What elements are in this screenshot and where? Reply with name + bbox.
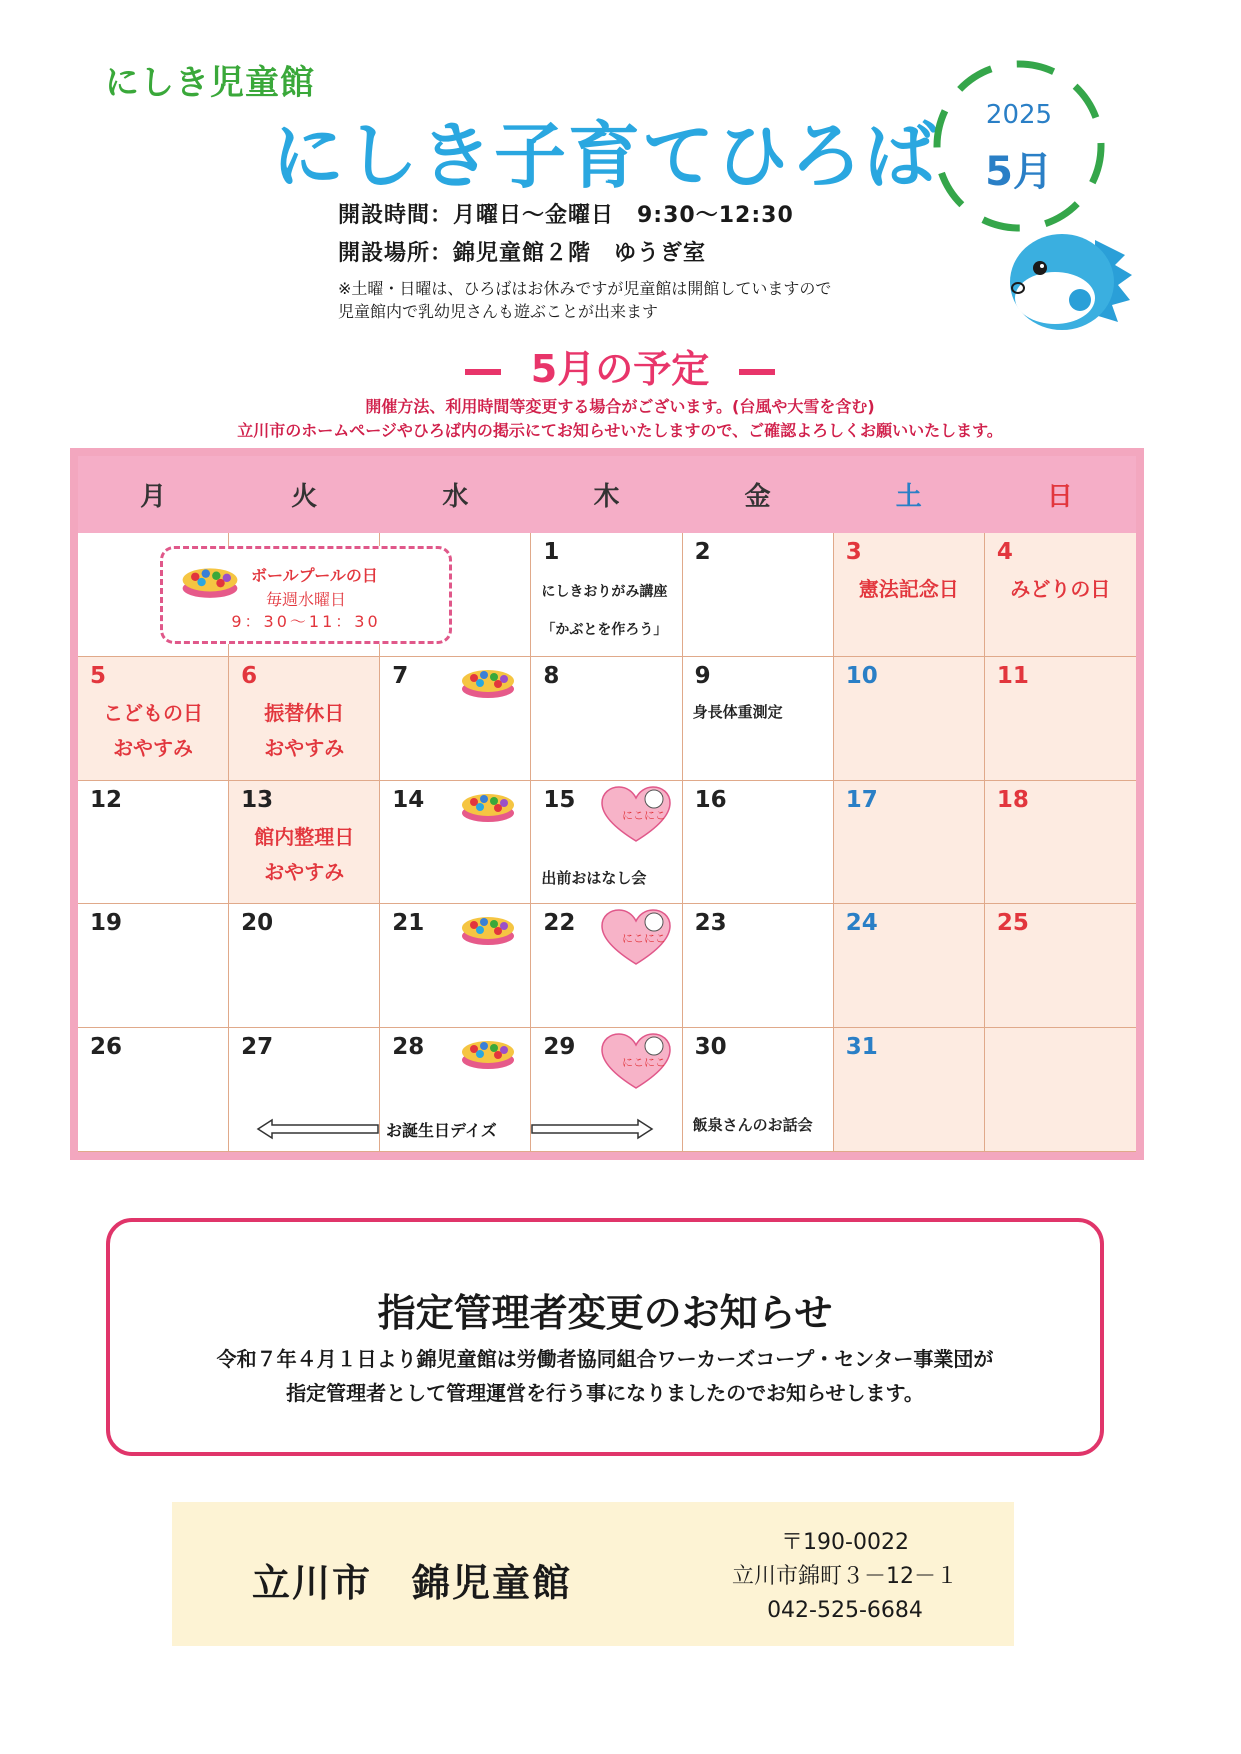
day-event: おやすみ — [113, 735, 194, 760]
opening-hours: 開設時間：月曜日～金曜日 9:30～12:30 — [338, 203, 794, 228]
day-cell-weekend — [985, 904, 1136, 1028]
day-cell — [531, 533, 682, 657]
note-line-2: 児童館内で乳幼児さんも遊ぶことが出来ます — [338, 302, 659, 321]
day-number: 25 — [996, 910, 1029, 937]
day-event: 「かぶとを作ろう」 — [541, 622, 668, 638]
day-number: 6 — [241, 662, 258, 689]
day-cell-weekend — [834, 904, 985, 1028]
day-event: おやすみ — [264, 735, 345, 760]
ball-pool-icon — [460, 787, 516, 825]
weekday-mon: 月 — [78, 456, 229, 533]
ball-pool-title: ボールプールの日 — [251, 566, 378, 585]
day-number: 12 — [90, 786, 123, 813]
ball-pool-time: 9：30～11：30 — [231, 612, 381, 631]
day-cell — [683, 533, 834, 657]
day-event: 出前おはなし会 — [541, 868, 647, 887]
day-event: 館内整理日 — [254, 824, 355, 849]
birthday-days-label: お誕生日デイズ — [386, 1121, 497, 1140]
ball-pool-schedule: 毎週水曜日 — [265, 590, 346, 609]
day-number: 20 — [241, 910, 274, 937]
weekday-sun: 日 — [985, 456, 1136, 533]
schedule-title: 5月の予定 — [530, 347, 710, 391]
weekday-sat: 土 — [834, 456, 985, 533]
day-cell — [229, 904, 380, 1028]
day-number: 13 — [241, 786, 274, 813]
caution-line-1: 開催方法、利用時間等変更する場合がございます。(台風や大雪を含む) — [365, 397, 875, 416]
day-cell — [683, 904, 834, 1028]
day-number: 18 — [996, 786, 1029, 813]
arrow-right-icon — [530, 1118, 654, 1140]
day-number: 17 — [845, 786, 878, 813]
day-number: 28 — [392, 1034, 425, 1061]
day-cell — [78, 781, 229, 905]
arrow-left-icon — [256, 1118, 380, 1140]
notice-line-1: 令和７年４月１日より錦児童館は労働者協同組合ワーカーズコープ・センター事業団が — [216, 1347, 994, 1371]
day-cell-closed — [229, 781, 380, 905]
day-cell — [78, 1028, 229, 1152]
facility-name: 立川市 錦児童館 — [252, 1561, 573, 1605]
day-cell-weekend — [834, 1028, 985, 1152]
day-cell — [531, 781, 682, 905]
day-number: 11 — [996, 662, 1029, 689]
day-cell — [380, 657, 531, 781]
day-number: 21 — [392, 910, 425, 937]
day-cell-weekend — [985, 657, 1136, 781]
day-number: 26 — [90, 1034, 123, 1061]
phone-number: 042-525-6684 — [767, 1598, 923, 1623]
day-cell-holiday — [229, 657, 380, 781]
day-cell — [531, 657, 682, 781]
page-title: にしき子育てひろば — [272, 114, 939, 198]
day-cell — [683, 1028, 834, 1152]
day-cell — [78, 904, 229, 1028]
ball-pool-icon — [460, 910, 516, 948]
notice-line-2: 指定管理者として管理運営を行う事になりましたのでお知らせします。 — [286, 1381, 924, 1405]
street-address: 立川市錦町３－12－１ — [732, 1564, 958, 1589]
ball-pool-icon — [460, 1034, 516, 1072]
day-cell-weekend — [985, 781, 1136, 905]
day-event: こどもの日 — [103, 700, 204, 725]
day-number: 5 — [90, 662, 107, 689]
caution-line-2: 立川市のホームページやひろば内の掲示にてお知らせいたしますので、ご確認よろしくお願いいたします。 — [237, 421, 1003, 440]
day-cell — [683, 657, 834, 781]
weekday-tue: 火 — [229, 456, 380, 533]
weekday-fri: 金 — [683, 456, 834, 533]
day-number: 27 — [241, 1034, 274, 1061]
heart-baby-icon — [600, 1032, 672, 1092]
day-number: 30 — [694, 1034, 727, 1061]
day-number: 24 — [845, 910, 878, 937]
day-event: 振替休日 — [264, 700, 345, 725]
footer — [172, 1502, 1014, 1646]
subtitle: にしき児童館 — [105, 63, 315, 103]
sunfish-icon — [1000, 210, 1140, 350]
day-number: 31 — [845, 1034, 878, 1061]
notice-box — [106, 1218, 1104, 1456]
day-number: 7 — [392, 662, 409, 689]
day-cell — [683, 781, 834, 905]
day-number: 10 — [845, 662, 878, 689]
heart-label: にこにこ — [621, 1057, 666, 1070]
day-number: 14 — [392, 786, 425, 813]
heart-baby-icon — [600, 908, 672, 968]
month-label: 5月 — [985, 149, 1053, 195]
heart-label: にこにこ — [621, 809, 666, 822]
day-number: 22 — [543, 910, 576, 937]
heart-baby-icon — [600, 785, 672, 845]
day-event: おやすみ — [264, 859, 345, 884]
day-cell-holiday — [78, 657, 229, 781]
day-cell-empty — [985, 1028, 1136, 1152]
day-cell-holiday — [985, 533, 1136, 657]
day-cell — [531, 904, 682, 1028]
notice-title: 指定管理者変更のお知らせ — [377, 1291, 833, 1335]
notice-body — [110, 1342, 1100, 1410]
day-event: 飯泉さんのお話会 — [692, 1116, 813, 1135]
dash-left — [465, 369, 501, 375]
ball-pool-notice — [160, 546, 452, 644]
day-number: 1 — [543, 539, 560, 565]
year-label: 2025 — [985, 100, 1053, 130]
weekday-wed: 水 — [380, 456, 531, 533]
heart-label: にこにこ — [621, 933, 666, 946]
day-number: 4 — [996, 539, 1013, 565]
day-event: にしきおりがみ講座 — [541, 584, 668, 600]
dash-right — [739, 369, 775, 375]
schedule-heading — [420, 338, 820, 393]
day-cell-weekend — [834, 657, 985, 781]
day-number: 8 — [543, 662, 560, 689]
day-number: 19 — [90, 910, 123, 937]
day-cell — [380, 904, 531, 1028]
day-number: 2 — [694, 539, 711, 565]
day-event: 身長体重測定 — [692, 702, 783, 721]
day-cell-weekend — [834, 781, 985, 905]
note-line-1: ※土曜・日曜は、ひろばはお休みですが児童館は開館していますので — [338, 279, 832, 298]
opening-place: 開設場所：錦児童館２階 ゆうぎ室 — [338, 241, 707, 266]
day-event: みどりの日 — [1010, 577, 1111, 601]
day-number: 16 — [694, 786, 727, 813]
day-number: 15 — [543, 786, 576, 813]
day-number: 29 — [543, 1034, 576, 1061]
day-number: 3 — [845, 539, 862, 565]
weekday-thu: 木 — [531, 456, 682, 533]
ball-pool-icon — [460, 663, 516, 701]
day-cell-holiday — [834, 533, 985, 657]
day-event: 憲法記念日 — [858, 577, 959, 601]
day-number: 23 — [694, 910, 727, 937]
day-cell — [380, 781, 531, 905]
facility-address — [732, 1526, 958, 1628]
day-number: 9 — [694, 662, 711, 689]
postal-code: 〒190-0022 — [781, 1530, 909, 1555]
